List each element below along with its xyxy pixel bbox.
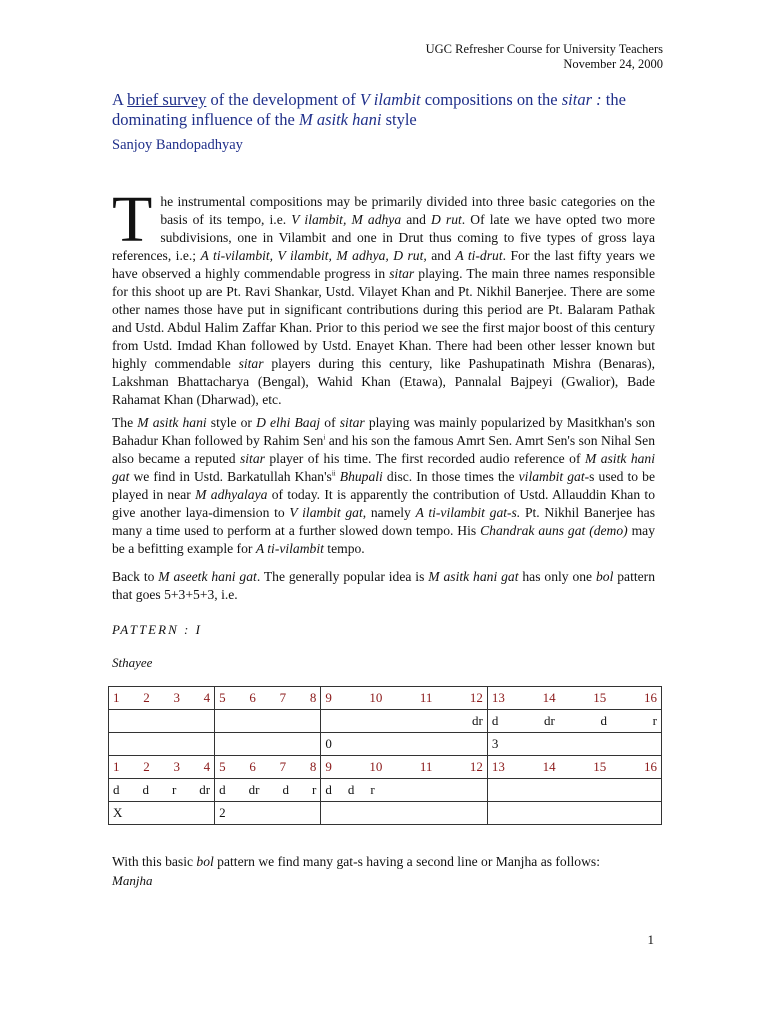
table-row [109,733,662,756]
beat-number: 14 [542,690,556,705]
beat-number: 15 [593,759,607,774]
bol-syllable: r [652,713,657,728]
author-name: Sanjoy Bandopadhyay [112,137,243,153]
beat-number: 15 [593,690,607,705]
beat-number: 14 [542,759,556,774]
tala-mark: 0 [325,736,332,751]
bol-syllable: d [282,782,289,797]
table-cell [215,733,321,756]
table-cell [215,710,321,733]
table-cell [487,802,661,825]
table-cell [109,779,215,802]
beat-number: 13 [491,690,505,705]
page-number: 1 [647,932,654,947]
beat-number: 16 [643,690,657,705]
beat-number: 12 [469,690,483,705]
pattern-heading: PATTERN : I [112,622,202,637]
beat-number: 1 [113,690,120,705]
beat-number: 16 [643,759,657,774]
brief-survey-link[interactable]: brief survey [127,90,207,109]
beat-number: 2 [143,759,150,774]
table-cell [487,687,661,710]
table-row [109,802,662,825]
table-cell [109,756,215,779]
beat-number: 11 [419,759,433,774]
bol-syllable: d [491,713,499,728]
table-cell [109,733,215,756]
beat-number: 8 [309,690,317,705]
manjha-heading: Manjha [112,873,153,888]
table-row [109,710,662,733]
table-cell [321,779,488,802]
table-cell [215,687,321,710]
beat-number: 8 [309,759,317,774]
beat-number: 5 [219,690,226,705]
beat-number: 7 [279,690,287,705]
bol-syllable: d [347,782,355,797]
beat-number: 10 [369,690,383,705]
beat-number: 12 [469,759,483,774]
drop-cap: T [112,183,153,256]
table-cell [487,733,661,756]
header-date: November 24, 2000 [563,57,663,71]
table-row [109,687,662,710]
beat-number: 10 [369,759,383,774]
tala-mark: 2 [219,805,226,820]
table-cell [109,802,215,825]
table-cell [487,779,661,802]
paragraph-pattern-intro: Back to M aseetk hani gat. The generally popular idea is M asitk hani gat has only one bol pattern that goes 5+3+5+3, i.e. [112,569,655,602]
bol-syllable: d [325,782,332,797]
table-cell [321,733,488,756]
beat-number: 11 [419,690,433,705]
bol-pattern-table [108,686,662,825]
running-header [426,42,663,72]
paragraph-masitkhani: The M asitk hani style or D elhi Baaj of sitar playing was mainly popularized by Masitkhan's son Bahadur Khan followed by Rahim Sen$^i$ and his son the famous Amrt Sen. Amrt Sen's son Nihal Sen also became a reputed sitar player of his time. The first recorded audio reference of M asitk hani gat we find in Ustd. Barkatullah $Khan's^{ii}$ Bhupali disc. In those times the vilambit gat-s used to be played in near M adhyalaya of today. It is apparently the contribution of Ustd. Allauddin Khan to give another laya-dimension to V ilambit gat, namely A ti-vilambit gat-s. Pt. Nikhil Banerjee has many a time used to perform at a further slowed down tempo. His Chandrak auns gat (demo) may be a befitting example for A ti-vilambit tempo. [112,415,656,556]
beat-number: 4 [203,759,211,774]
bol-syllable: dr [199,782,211,797]
table-cell [109,687,215,710]
table-cell [215,779,321,802]
table-cell [487,756,661,779]
bol-syllable: dr [472,713,483,728]
bol-syllable: r [171,782,177,797]
beat-number: 1 [113,759,120,774]
beat-number: 2 [143,690,150,705]
beat-number: 3 [173,690,180,705]
tala-mark: 3 [491,736,499,751]
bol-syllable: r [370,782,375,797]
table-cell [321,687,488,710]
table-cell [321,710,488,733]
paragraph-intro: The instrumental compositions may be primarily divided into three basic categories on the basis of its tempo, i.e. V ilambit, M adhya and D rut. Of late we have opted two more subdivisions, one in Vilambit and one in Drut thus coming to five types of gross laya references, i.e.; A ti-vilambit, V ilambit, M adhya, D rut, and A ti-drut. For the last fifty years we have observed a highly commendable progress in sitar playing. The main three names responsible for this shoot up are Pt. Ravi Shankar, Ustd. Vilayet Khan and Pt. Nikhil Banerjee. There are some other names those have put in significant contributions during this period are Pt. Balaram Pathak and Ustd. Abdul Halim Zaffar Khan. Prior to this period we see the first major boost of this century from Ustd. Imdad Khan followed by Ustd. Enayet Khan. There had been other lesser known but highly commendable sitar players during this century, like Pashupatinath Mishra (Benaras), Lakshman Bhattacharya (Bengal), Wahid Khan (Etawa), Pannalal Bajpeyi (Gwalior), Bade Rahamat Khan (Dharwad), etc. [112,183,656,407]
bol-syllable: d [600,713,607,728]
bol-syllable: r [311,782,317,797]
beat-number: 7 [279,759,287,774]
beat-number: 4 [203,690,211,705]
beat-number: 5 [219,759,226,774]
bol-syllable: dr [544,713,555,728]
table-cell [321,756,488,779]
beat-number: 6 [249,759,256,774]
table-row [109,779,662,802]
bol-syllable: d [113,782,120,797]
sthayee-heading: Sthayee [112,655,153,670]
table-cell [215,756,321,779]
bol-syllable: d [142,782,149,797]
paragraph-manjha-intro: With this basic bol pattern we find many gat-s having a second line or Manjha as follows: [112,854,600,869]
beat-number: 13 [491,759,505,774]
bol-syllable: dr [248,782,260,797]
table-row [109,756,662,779]
paper-title: A brief survey of the development of V ilambit compositions on the sitar : the dominating influence of the M asitk hani style [112,90,626,129]
header-course: UGC Refresher Course for University Teachers [425,42,663,56]
table-cell [109,710,215,733]
beat-number: 9 [325,690,332,705]
table-cell [321,802,488,825]
beat-number: 6 [249,690,256,705]
bol-syllable: d [219,782,226,797]
tala-mark: X [113,805,123,820]
table-cell [487,710,661,733]
beat-number: 3 [173,759,180,774]
footnote-ref[interactable]: ii [331,469,336,478]
footnote-ref[interactable]: i [323,433,326,442]
beat-number: 9 [325,759,332,774]
table-cell [215,802,321,825]
